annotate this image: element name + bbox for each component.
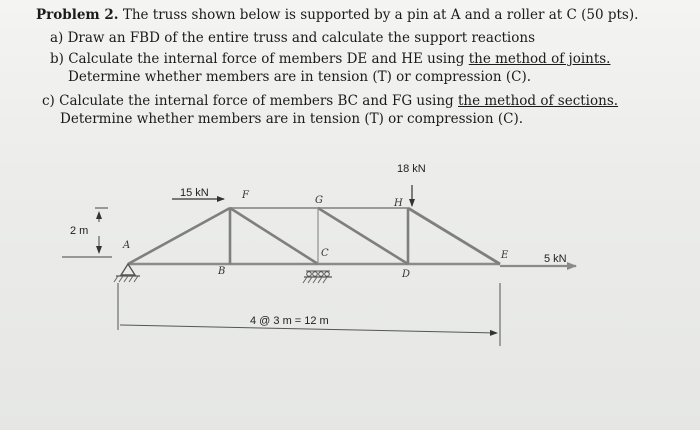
member-AF: [128, 208, 230, 264]
node-label-G: G: [315, 195, 323, 206]
load-5kN-label: 5 kN: [544, 253, 567, 265]
member-FC: [230, 208, 318, 264]
load-15kN: [172, 187, 224, 199]
part-c-method: the method of sections.: [457, 93, 619, 109]
span-dimension: [118, 283, 500, 346]
part-c-line-2: Determine whether members are in tension (T) or compression (C).: [60, 111, 524, 127]
span-dimension-label: 4 @ 3 m = 12 m: [250, 315, 329, 327]
roller-support-C: [303, 271, 332, 283]
member-HE: [408, 208, 500, 264]
pin-support-A: [114, 264, 140, 282]
part-b-text: b) Calculate the internal force of members DE and HE using: [50, 51, 469, 67]
part-c-text: c) Calculate the internal force of members BC and FG using: [42, 93, 458, 109]
part-a: a) Draw an FBD of the entire truss and calculate the support reactions: [50, 30, 535, 46]
height-dimension-label: 2 m: [70, 225, 89, 237]
load-15kN-label: 15 kN: [180, 187, 209, 199]
load-18kN-label: 18 kN: [397, 163, 426, 175]
node-label-F: F: [242, 190, 249, 201]
node-label-C: C: [321, 248, 329, 259]
member-GD: [318, 208, 408, 264]
node-label-B: B: [218, 266, 226, 277]
node-label-E: E: [501, 250, 509, 261]
part-b-line-2: Determine whether members are in tension (T) or compression (C).: [68, 69, 532, 85]
load-5kN: [500, 253, 576, 266]
problem-intro: The truss shown below is supported by a pin at A and a roller at C (50 pts).: [122, 7, 639, 23]
node-label-H: H: [394, 198, 403, 209]
part-b-method: the method of joints.: [468, 51, 611, 67]
node-label-A: A: [123, 240, 131, 251]
problem-title: Problem 2.: [36, 7, 119, 23]
height-dimension: [62, 208, 112, 257]
node-label-D: D: [402, 269, 411, 280]
